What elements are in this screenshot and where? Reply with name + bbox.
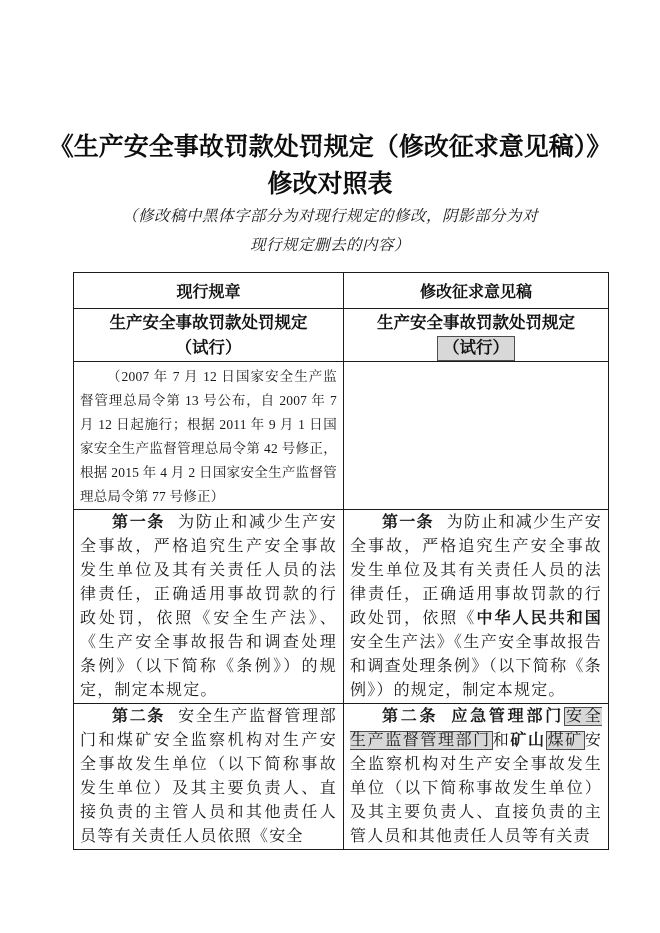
document-title-line-1: 《生产安全事故罚款处罚规定（修改征求意见稿）》: [48, 134, 612, 161]
document-title-line-2: 修改对照表: [267, 171, 393, 198]
article-1-draft-cell: [344, 510, 609, 704]
article-2-draft-paragraph: [350, 704, 602, 846]
article-2-number: 第二条: [382, 708, 439, 725]
regulation-title-row: [74, 309, 609, 362]
article-2-draft-cell: [344, 704, 609, 850]
inserted-text-emergency-dept: 应急管理部门: [451, 708, 565, 725]
document-subtitle: [0, 202, 660, 260]
article-1-current-paragraph: [80, 510, 337, 700]
regulation-title-draft-cell: [344, 309, 609, 362]
table-header-row: [74, 273, 609, 309]
header-draft-for-comment: 修改征求意见稿: [344, 273, 609, 309]
article-2-row: [74, 704, 609, 850]
article-1-row: [74, 510, 609, 704]
deleted-text-safety-supervision-dept: 安全生产监督管理部门: [350, 708, 602, 749]
article-1-draft-text-post: 安全生产法》《生产安全事故报告和调查处理条例》（以下简称《条例》）的规定，制定本规定。: [350, 634, 602, 699]
article-2-current-text: 安全生产监督管理部门和煤矿安全监察机构对生产安全事故发生单位（以下简称事故发生单位）及其主要负责人、直接负责的主管人员和其他责任人员等有关责任人员依照《安全: [80, 708, 337, 845]
article-1-current-text: 为防止和减少生产安全事故，严格追究生产安全事故发生单位及其有关责任人员的法律责任，正确适用事故罚款的行政处罚，依照《安全生产法》、《生产安全事故报告和调查处理条例》（以下简称《条例》）的规定，制定本规定。: [80, 514, 337, 699]
comparison-table: [73, 272, 609, 850]
article-1-number: 第一条: [382, 514, 434, 531]
regulation-title-current-cell: [74, 309, 344, 362]
regulation-title-draft-line-2: [350, 336, 602, 361]
article-1-number: 第一条: [112, 514, 166, 531]
promulgation-note-current-cell: [74, 362, 344, 510]
inserted-text-prc: 中华人民共和国: [476, 610, 602, 627]
document-title: [0, 129, 660, 203]
promulgation-note-draft-cell: [344, 362, 609, 510]
deleted-text-trial: （试行）: [437, 336, 515, 361]
header-current-regulation: 现行规章: [74, 273, 344, 309]
document-subtitle-line-2: 现行规定删去的内容）: [249, 237, 410, 254]
inserted-text-mine: 矿山: [510, 732, 546, 749]
article-1-draft-paragraph: [350, 510, 602, 700]
regulation-title-current-line-2: （试行）: [175, 339, 242, 357]
promulgation-note-text: （2007 年 7 月 12 日国家安全生产监督管理总局令第 13 号公布，自 2007 年 7 月 12 日起施行；根据 2011 年 9 月 1 日国家安全生产监督管理总局令第 42 号修正，根据 2015 年 4 月 2 日国家安全生产监督管理总局令第 77 号修正）: [80, 369, 337, 504]
article-2-current-cell: [74, 704, 344, 850]
deleted-text-coal-mine: 煤矿: [547, 732, 583, 749]
article-2-number: 第二条: [112, 708, 166, 725]
article-1-draft-text-pre: 为防止和减少生产安全事故，严格追究生产安全事故发生单位及其有关责任人员的法律责任，正确适用事故罚款的行政处罚，依照《: [350, 514, 602, 627]
promulgation-note-row: [74, 362, 609, 510]
document-subtitle-line-1: （修改稿中黑体字部分为对现行规定的修改，阴影部分为对: [121, 208, 538, 225]
article-2-current-paragraph: [80, 704, 337, 846]
article-1-current-cell: [74, 510, 344, 704]
regulation-title-draft-line-1: 生产安全事故罚款处罚规定: [377, 314, 575, 332]
article-2-draft-text-rest: 安全监察机构对生产安全事故发生单位（以下简称事故发生单位）及其主要负责人、直接负责的主管人员和其他责任人员等有关责: [350, 732, 602, 845]
article-2-draft-text-mid: 和: [492, 732, 511, 749]
regulation-title-current-line-1: 生产安全事故罚款处罚规定: [109, 314, 308, 332]
